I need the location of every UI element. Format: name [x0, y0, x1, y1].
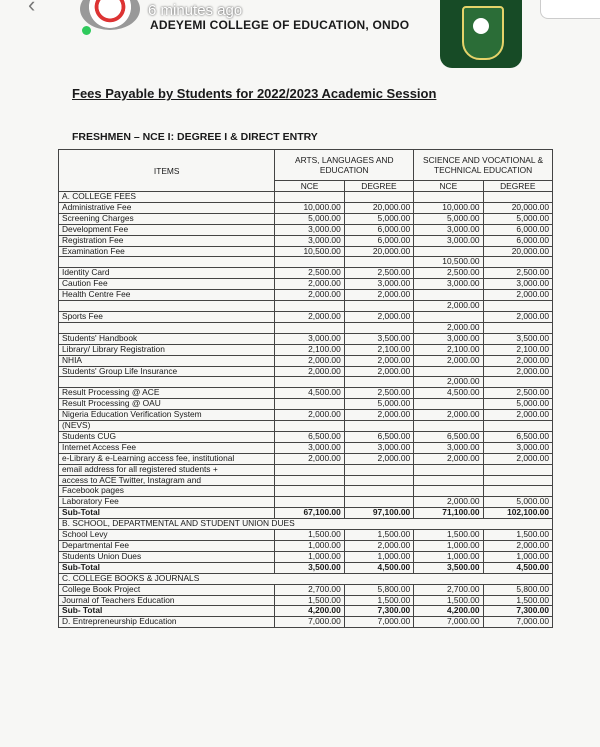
fee-amount-cell — [344, 464, 413, 475]
fee-item-label: Students' Group Life Insurance — [59, 366, 275, 377]
fee-amount-cell: 2,000.00 — [344, 410, 413, 421]
fee-item-label: Registration Fee — [59, 235, 275, 246]
fee-amount-cell: 7,300.00 — [483, 606, 552, 617]
fee-amount-cell: 3,500.00 — [414, 562, 483, 573]
fee-amount-cell: 6,500.00 — [483, 431, 552, 442]
fee-amount-cell — [414, 366, 483, 377]
fee-amount-cell: 5,000.00 — [344, 213, 413, 224]
table-row — [59, 519, 553, 530]
post-timestamp: 6 minutes ago — [148, 2, 243, 19]
fee-amount-cell: 7,000.00 — [344, 617, 413, 628]
fee-item-label: Identity Card — [59, 268, 275, 279]
table-row — [59, 562, 553, 573]
table-row — [59, 279, 553, 290]
fee-amount-cell — [275, 464, 344, 475]
fee-item-label: Laboratory Fee — [59, 497, 275, 508]
fee-amount-cell: 2,000.00 — [344, 290, 413, 301]
fee-amount-cell: 1,000.00 — [275, 541, 344, 552]
fee-amount-cell — [414, 192, 483, 203]
fee-amount-cell — [275, 192, 344, 203]
table-row — [59, 475, 553, 486]
fee-amount-cell: 2,000.00 — [483, 453, 552, 464]
fee-amount-cell: 2,000.00 — [414, 322, 483, 333]
fee-amount-cell: 5,000.00 — [483, 497, 552, 508]
fee-amount-cell — [414, 399, 483, 410]
fee-amount-cell: 2,000.00 — [275, 279, 344, 290]
fee-amount-cell: 2,000.00 — [344, 355, 413, 366]
fee-amount-cell: 2,000.00 — [275, 410, 344, 421]
fee-amount-cell: 20,000.00 — [483, 246, 552, 257]
table-row — [59, 192, 553, 203]
header-degree-arts: DEGREE — [344, 181, 413, 192]
fee-amount-cell: 2,500.00 — [483, 388, 552, 399]
table-row — [59, 399, 553, 410]
table-row — [59, 355, 553, 366]
table-row — [59, 573, 553, 584]
fee-amount-cell — [414, 246, 483, 257]
fees-table-body — [59, 192, 553, 628]
fee-amount-cell — [483, 377, 552, 388]
fee-item-label: D. Entrepreneurship Education — [59, 617, 275, 628]
table-row — [59, 584, 553, 595]
fee-amount-cell — [275, 301, 344, 312]
fee-amount-cell: 2,100.00 — [344, 344, 413, 355]
fee-amount-cell: 2,500.00 — [344, 268, 413, 279]
fee-amount-cell: 6,000.00 — [483, 235, 552, 246]
fee-item-label: Facebook pages — [59, 486, 275, 497]
college-logo-left — [80, 0, 140, 30]
fee-amount-cell: 2,000.00 — [275, 453, 344, 464]
fee-item-label: Sub- Total — [59, 606, 275, 617]
fee-item-label: Result Processing @ OAU — [59, 399, 275, 410]
fee-amount-cell: 3,000.00 — [275, 235, 344, 246]
fee-amount-cell: 2,000.00 — [344, 541, 413, 552]
table-row — [59, 442, 553, 453]
table-row — [59, 453, 553, 464]
table-row — [59, 508, 553, 519]
fee-amount-cell: 1,000.00 — [414, 551, 483, 562]
fee-item-label — [59, 257, 275, 268]
fee-amount-cell: 10,500.00 — [414, 257, 483, 268]
fee-amount-cell: 3,000.00 — [275, 442, 344, 453]
fee-item-label: Caution Fee — [59, 279, 275, 290]
fee-item-label: e-Library & e-Learning access fee, institutional — [59, 453, 275, 464]
fee-amount-cell — [344, 301, 413, 312]
fee-amount-cell — [275, 486, 344, 497]
fee-amount-cell — [275, 377, 344, 388]
fee-amount-cell: 2,000.00 — [414, 301, 483, 312]
fee-amount-cell — [275, 257, 344, 268]
fee-amount-cell — [483, 486, 552, 497]
fee-amount-cell: 2,000.00 — [483, 410, 552, 421]
fee-amount-cell: 1,500.00 — [275, 530, 344, 541]
table-row — [59, 595, 553, 606]
header-degree-science: DEGREE — [483, 181, 552, 192]
fee-amount-cell — [414, 421, 483, 432]
fee-amount-cell: 1,500.00 — [275, 595, 344, 606]
fee-amount-cell: 2,000.00 — [275, 311, 344, 322]
fee-item-label — [59, 301, 275, 312]
fee-amount-cell: 1,500.00 — [483, 530, 552, 541]
fee-amount-cell — [483, 322, 552, 333]
fee-amount-cell: 2,000.00 — [414, 355, 483, 366]
table-row — [59, 541, 553, 552]
fee-amount-cell: 2,000.00 — [483, 355, 552, 366]
header-items: ITEMS — [59, 150, 275, 192]
menu-tab[interactable] — [540, 0, 600, 19]
fee-amount-cell — [414, 311, 483, 322]
table-row — [59, 224, 553, 235]
fee-amount-cell: 6,000.00 — [483, 224, 552, 235]
fee-amount-cell — [483, 464, 552, 475]
table-row — [59, 235, 553, 246]
fee-amount-cell: 7,000.00 — [483, 617, 552, 628]
table-row — [59, 246, 553, 257]
college-crest-logo — [440, 0, 522, 68]
fee-item-label: access to ACE Twitter, Instagram and — [59, 475, 275, 486]
header-group-arts: ARTS, LANGUAGES AND EDUCATION — [275, 150, 414, 181]
table-row — [59, 257, 553, 268]
table-row — [59, 366, 553, 377]
fee-item-label: School Levy — [59, 530, 275, 541]
fee-item-label: Departmental Fee — [59, 541, 275, 552]
fee-item-label: Examination Fee — [59, 246, 275, 257]
fee-amount-cell: 3,000.00 — [414, 235, 483, 246]
fee-item-label: email address for all registered students + — [59, 464, 275, 475]
fee-amount-cell — [344, 257, 413, 268]
fee-item-label: Result Processing @ ACE — [59, 388, 275, 399]
fee-amount-cell: 7,300.00 — [344, 606, 413, 617]
table-row — [59, 322, 553, 333]
fee-amount-cell: 4,200.00 — [275, 606, 344, 617]
fee-amount-cell: 3,000.00 — [344, 442, 413, 453]
fee-amount-cell: 3,000.00 — [275, 333, 344, 344]
table-row — [59, 268, 553, 279]
fee-amount-cell: 3,000.00 — [414, 224, 483, 235]
fee-amount-cell: 3,000.00 — [344, 279, 413, 290]
fee-amount-cell: 2,000.00 — [414, 377, 483, 388]
fee-item-label: Administrative Fee — [59, 202, 275, 213]
table-row — [59, 202, 553, 213]
table-row — [59, 301, 553, 312]
fee-amount-cell: 1,500.00 — [414, 595, 483, 606]
fee-amount-cell: 4,500.00 — [414, 388, 483, 399]
fee-amount-cell: 3,000.00 — [414, 279, 483, 290]
fee-item-label: Internet Access Fee — [59, 442, 275, 453]
fee-amount-cell — [483, 192, 552, 203]
fee-amount-cell: 2,000.00 — [275, 366, 344, 377]
fee-amount-cell: 20,000.00 — [344, 246, 413, 257]
fee-item-label: Journal of Teachers Education — [59, 595, 275, 606]
fee-amount-cell — [344, 322, 413, 333]
fee-amount-cell — [344, 421, 413, 432]
fee-item-label: Students Union Dues — [59, 551, 275, 562]
fee-amount-cell — [275, 475, 344, 486]
fee-item-label — [59, 322, 275, 333]
fee-amount-cell: 1,000.00 — [483, 551, 552, 562]
fee-item-label: Nigeria Education Verification System — [59, 410, 275, 421]
online-status-dot — [82, 26, 91, 35]
fee-amount-cell — [414, 290, 483, 301]
fee-amount-cell: 2,000.00 — [483, 541, 552, 552]
fee-amount-cell: 7,000.00 — [414, 617, 483, 628]
fee-amount-cell: 2,700.00 — [275, 584, 344, 595]
fee-amount-cell: 2,500.00 — [344, 388, 413, 399]
fee-amount-cell — [414, 486, 483, 497]
college-name: ADEYEMI COLLEGE OF EDUCATION, ONDO — [150, 18, 410, 32]
fee-item-label: Health Centre Fee — [59, 290, 275, 301]
fee-item-label: Development Fee — [59, 224, 275, 235]
table-row — [59, 606, 553, 617]
fee-amount-cell: 3,000.00 — [275, 224, 344, 235]
fee-amount-cell — [344, 497, 413, 508]
fee-item-label: Sub-Total — [59, 508, 275, 519]
fee-amount-cell — [483, 301, 552, 312]
fee-item-label: Library/ Library Registration — [59, 344, 275, 355]
fee-amount-cell: 1,000.00 — [275, 551, 344, 562]
fee-amount-cell — [344, 486, 413, 497]
fee-amount-cell: 2,000.00 — [344, 366, 413, 377]
back-chevron-icon[interactable]: ‹ — [28, 0, 36, 17]
table-row — [59, 377, 553, 388]
fee-amount-cell: 102,100.00 — [483, 508, 552, 519]
fee-amount-cell: 10,000.00 — [414, 202, 483, 213]
table-row — [59, 421, 553, 432]
fee-amount-cell: 3,500.00 — [344, 333, 413, 344]
fee-amount-cell: 2,000.00 — [414, 497, 483, 508]
fee-amount-cell: 3,000.00 — [414, 442, 483, 453]
fee-amount-cell: 1,500.00 — [344, 595, 413, 606]
fee-item-label: (NEVS) — [59, 421, 275, 432]
fee-amount-cell: 20,000.00 — [483, 202, 552, 213]
table-row — [59, 344, 553, 355]
fee-amount-cell: 2,700.00 — [414, 584, 483, 595]
fee-amount-cell — [414, 464, 483, 475]
fee-amount-cell: 3,000.00 — [483, 279, 552, 290]
fee-amount-cell: 2,000.00 — [483, 311, 552, 322]
table-row — [59, 388, 553, 399]
table-row — [59, 551, 553, 562]
fee-amount-cell: 5,000.00 — [344, 399, 413, 410]
fee-amount-cell: 2,500.00 — [275, 268, 344, 279]
fee-amount-cell: 2,000.00 — [414, 410, 483, 421]
fee-amount-cell: 2,100.00 — [275, 344, 344, 355]
fee-amount-cell: 3,500.00 — [483, 333, 552, 344]
fee-amount-cell: 2,100.00 — [414, 344, 483, 355]
fee-amount-cell: 5,000.00 — [275, 213, 344, 224]
fee-amount-cell: 2,000.00 — [483, 366, 552, 377]
header-nce-science: NCE — [414, 181, 483, 192]
fee-amount-cell: 2,000.00 — [275, 355, 344, 366]
fee-amount-cell: 2,500.00 — [483, 268, 552, 279]
fee-amount-cell: 5,000.00 — [483, 399, 552, 410]
fee-amount-cell: 6,500.00 — [275, 431, 344, 442]
fee-amount-cell: 67,100.00 — [275, 508, 344, 519]
fees-table — [58, 149, 553, 628]
table-row — [59, 290, 553, 301]
fee-amount-cell: 20,000.00 — [344, 202, 413, 213]
fee-amount-cell: 1,500.00 — [414, 530, 483, 541]
table-row — [59, 333, 553, 344]
fee-amount-cell — [275, 497, 344, 508]
fee-amount-cell — [414, 475, 483, 486]
fee-amount-cell: 2,000.00 — [483, 290, 552, 301]
fee-amount-cell: 3,000.00 — [414, 333, 483, 344]
fee-amount-cell — [344, 475, 413, 486]
table-row — [59, 464, 553, 475]
fee-amount-cell: 2,000.00 — [414, 453, 483, 464]
fee-amount-cell — [275, 399, 344, 410]
fee-amount-cell: 3,500.00 — [275, 562, 344, 573]
table-row — [59, 311, 553, 322]
fee-item-label: Students' Handbook — [59, 333, 275, 344]
fee-item-label — [59, 377, 275, 388]
document-title: Fees Payable by Students for 2022/2023 Academic Session — [72, 86, 437, 101]
table-row — [59, 486, 553, 497]
fee-item-label: Sub-Total — [59, 562, 275, 573]
section-heading: B. SCHOOL, DEPARTMENTAL AND STUDENT UNION DUES — [59, 519, 553, 530]
fee-amount-cell: 6,000.00 — [344, 235, 413, 246]
fee-item-label: NHIA — [59, 355, 275, 366]
fee-item-label: Students CUG — [59, 431, 275, 442]
fee-amount-cell: 5,800.00 — [344, 584, 413, 595]
fee-item-label: Sports Fee — [59, 311, 275, 322]
table-row — [59, 530, 553, 541]
table-row — [59, 213, 553, 224]
header-group-science: SCIENCE AND VOCATIONAL & TECHNICAL EDUCATION — [414, 150, 553, 181]
fee-amount-cell: 5,000.00 — [483, 213, 552, 224]
fee-item-label: A. COLLEGE FEES — [59, 192, 275, 203]
fee-amount-cell: 10,000.00 — [275, 202, 344, 213]
fee-amount-cell — [344, 192, 413, 203]
fee-amount-cell — [483, 257, 552, 268]
fee-amount-cell — [275, 421, 344, 432]
fee-amount-cell: 1,500.00 — [483, 595, 552, 606]
fee-amount-cell: 97,100.00 — [344, 508, 413, 519]
fee-amount-cell: 2,500.00 — [414, 268, 483, 279]
fee-amount-cell — [275, 322, 344, 333]
section-heading: C. COLLEGE BOOKS & JOURNALS — [59, 573, 553, 584]
fee-amount-cell — [483, 421, 552, 432]
header-nce-arts: NCE — [275, 181, 344, 192]
table-row — [59, 431, 553, 442]
fee-amount-cell: 7,000.00 — [275, 617, 344, 628]
fee-amount-cell: 2,000.00 — [275, 290, 344, 301]
fee-amount-cell: 6,500.00 — [414, 431, 483, 442]
fee-amount-cell: 5,000.00 — [414, 213, 483, 224]
fee-amount-cell: 1,000.00 — [414, 541, 483, 552]
fee-amount-cell: 4,500.00 — [483, 562, 552, 573]
table-subheading: FRESHMEN – NCE I: DEGREE I & DIRECT ENTRY — [72, 131, 318, 143]
fee-item-label: College Book Project — [59, 584, 275, 595]
fee-amount-cell: 71,100.00 — [414, 508, 483, 519]
fee-amount-cell: 5,800.00 — [483, 584, 552, 595]
table-row — [59, 617, 553, 628]
table-row — [59, 410, 553, 421]
table-row — [59, 497, 553, 508]
fee-amount-cell: 4,500.00 — [275, 388, 344, 399]
fee-amount-cell: 2,000.00 — [344, 311, 413, 322]
fee-amount-cell: 6,000.00 — [344, 224, 413, 235]
fee-item-label: Screening Charges — [59, 213, 275, 224]
fee-amount-cell: 2,100.00 — [483, 344, 552, 355]
fee-amount-cell — [344, 377, 413, 388]
fee-amount-cell: 3,000.00 — [483, 442, 552, 453]
fee-amount-cell — [483, 475, 552, 486]
fee-amount-cell: 2,000.00 — [344, 453, 413, 464]
fee-amount-cell: 4,500.00 — [344, 562, 413, 573]
fee-amount-cell: 1,000.00 — [344, 551, 413, 562]
fee-amount-cell: 1,500.00 — [344, 530, 413, 541]
fee-amount-cell: 4,200.00 — [414, 606, 483, 617]
fee-amount-cell: 10,500.00 — [275, 246, 344, 257]
fee-amount-cell: 6,500.00 — [344, 431, 413, 442]
